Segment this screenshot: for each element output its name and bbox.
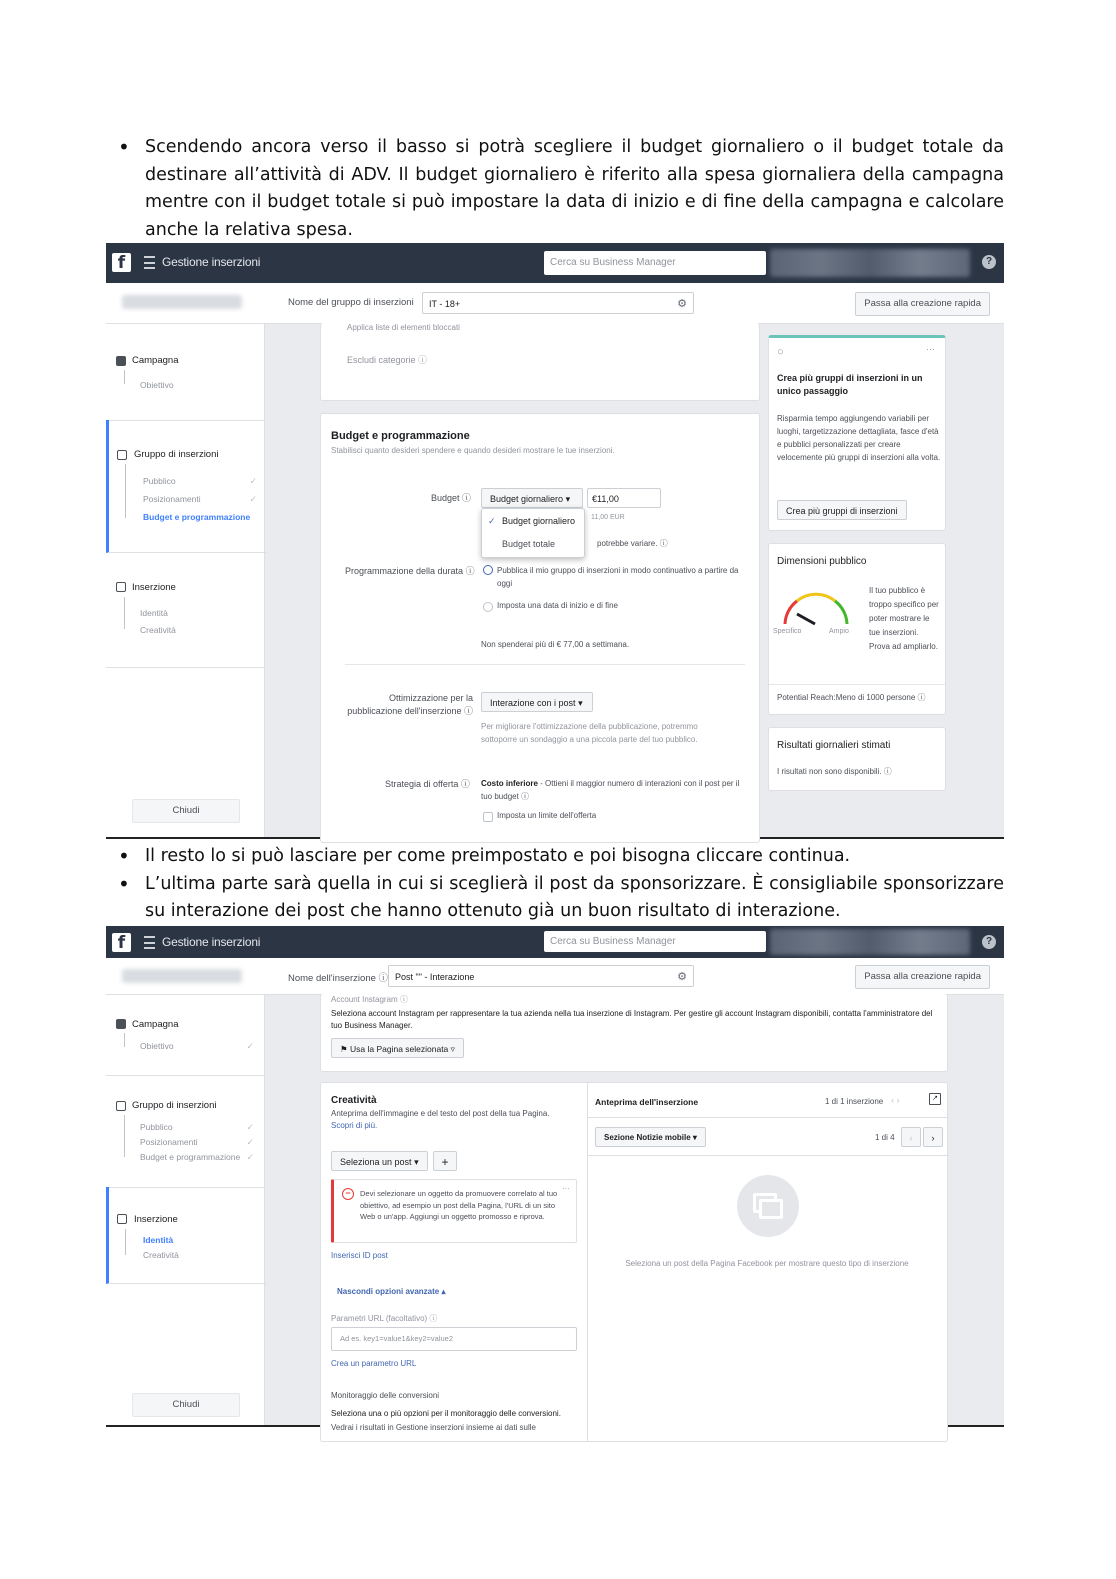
flag-icon: ⚑ <box>340 1044 348 1054</box>
budget-section-title: Budget e programmazione <box>331 430 470 442</box>
screenshot-creative <box>106 926 1004 1432</box>
conversion-tracking-more: Vedrai i risultati in Gestione inserzioni insieme ai dati sulle <box>331 1423 536 1432</box>
audience-gauge-icon <box>777 584 857 634</box>
sidebar-section-campaign[interactable] <box>106 995 264 1076</box>
exclusions-card <box>320 323 760 401</box>
schedule-dates-radio[interactable] <box>483 602 493 612</box>
sidebar-section-ad[interactable] <box>106 552 264 668</box>
blurred-account-area <box>770 929 970 955</box>
sidebar-section-campaign[interactable] <box>106 324 264 421</box>
tree-line <box>125 464 126 518</box>
search-input[interactable]: Cerca su Business Manager <box>544 251 766 275</box>
quick-create-button[interactable]: Passa alla creazione rapida <box>855 292 990 316</box>
optimization-label: Ottimizzazione per la pubblicazione dell'inserzione ⓘ <box>347 693 473 716</box>
adset-grid-icon <box>116 1101 126 1111</box>
menu-item-total-budget[interactable]: Budget totale <box>502 539 556 549</box>
instagram-account-card <box>320 994 948 1072</box>
bid-strategy-label: Strategia di offerta ⓘ <box>385 779 470 789</box>
schedule-label: Programmazione della durata ⓘ <box>345 566 475 576</box>
error-text: Devi selezionare un oggetto da promuovere correlato al tuo obiettivo, ad esempio un post della Pagina, l'URL di un sito Web o un'app. Aggiungi un oggetto promosso e riprova. <box>360 1189 558 1221</box>
adset-name-value: IT - 18+ <box>429 299 461 309</box>
url-params-label: Parametri URL (facoltativo) ⓘ <box>331 1314 438 1323</box>
hide-advanced-options-link[interactable]: Nascondi opzioni avanzate ▴ <box>337 1287 446 1296</box>
sidebar-item-audience[interactable]: Pubblico <box>140 1122 173 1132</box>
ad-count: 1 di 1 inserzione <box>825 1097 884 1106</box>
facebook-logo-icon[interactable]: f <box>112 253 131 272</box>
bullet-item: • Scendendo ancora verso il basso si potrà scegliere il budget giornaliero o il budget totale da destinare all’attività di ADV. Il budget giornaliero è riferito alla spesa giornaliera della campagna mentre con il budget totale si può impostare la data di inizio e di fine della campagna e calcolare anche la relativa spesa. <box>118 134 1004 244</box>
bid-strategy-text: Costo inferiore - Ottieni il maggior numero di interazioni con il post per il tuo budget ⓘ <box>481 779 740 801</box>
sidebar-item-audience[interactable]: Pubblico <box>143 476 176 486</box>
lightbulb-icon: ○ <box>777 346 784 358</box>
sidebar-section-adset[interactable] <box>106 420 267 553</box>
chevron-left-right-icon[interactable]: ‹ › <box>891 1095 900 1105</box>
daily-results-title: Risultati giornalieri stimati <box>777 740 891 751</box>
schedule-continuous-radio[interactable] <box>483 565 493 575</box>
close-button[interactable]: Chiudi <box>132 1393 240 1417</box>
ad-name-input[interactable] <box>388 965 694 987</box>
tip-title: Crea più gruppi di inserzioni in un unico passaggio <box>777 373 923 396</box>
check-icon: ✓ <box>246 1041 254 1051</box>
bid-limit-checkbox[interactable] <box>483 812 493 822</box>
ad-name-label: Nome dell'inserzione ⓘ <box>288 973 389 984</box>
help-icon[interactable]: ? <box>982 255 996 269</box>
more-icon[interactable]: ··· <box>562 1184 570 1193</box>
ad-name-value: Post "" - Interazione <box>395 972 475 982</box>
conversion-tracking-title: Monitoraggio delle conversioni <box>331 1391 440 1400</box>
optimization-dropdown[interactable]: Interazione con i post ▾ <box>481 692 593 712</box>
blurred-account-area <box>770 249 970 277</box>
check-icon: ✓ <box>249 494 257 504</box>
check-icon: ✓ <box>246 1152 254 1162</box>
close-button[interactable]: Chiudi <box>132 799 240 823</box>
tree-line <box>124 597 125 629</box>
page-count: 1 di 4 <box>875 1133 895 1142</box>
insert-post-id-link[interactable]: Inserisci ID post <box>331 1251 388 1260</box>
screenshot-budget <box>106 243 1004 839</box>
create-url-param-link[interactable]: Crea un parametro URL <box>331 1359 417 1368</box>
optimization-desc: Per migliorare l'ottimizzazione della pubblicazione, potremmo sottoporre un sondaggio a una piccola parte del tuo pubblico. <box>481 722 698 744</box>
creative-title: Creatività <box>331 1095 377 1106</box>
weekly-spend-note: Non spenderai più di € 77,00 a settimana. <box>481 640 630 649</box>
divider <box>587 1155 947 1156</box>
budget-card <box>320 413 760 843</box>
sidebar-item-identity[interactable]: Identità <box>140 608 168 618</box>
sidebar-item-creative[interactable]: Creatività <box>143 1250 179 1260</box>
budget-type-dropdown[interactable]: Budget giornaliero ▾ <box>481 488 583 508</box>
conversion-tracking-text: Seleziona una o più opzioni per il monitoraggio delle conversioni. <box>331 1409 561 1418</box>
divider <box>587 1117 947 1118</box>
create-multiple-adsets-button[interactable]: Crea più gruppi di inserzioni <box>777 500 907 520</box>
blocked-lists-label: Applica liste di elementi bloccati <box>347 323 460 332</box>
daily-results-card <box>768 727 946 791</box>
app-title: Gestione inserzioni <box>162 935 261 949</box>
instagram-account-label: Account Instagram ⓘ <box>331 995 408 1004</box>
tip-text: Risparmia tempo aggiungendo variabili per luoghi, targetizzazione dettagliata, fasce d'età e pubblici personalizzati per creare velocemente più gruppi di inserzioni alla volta. <box>777 414 941 462</box>
editor-header <box>106 958 1004 995</box>
divider <box>345 664 745 665</box>
help-icon[interactable]: ? <box>982 935 996 949</box>
facebook-logo-icon[interactable]: f <box>112 933 131 952</box>
divider <box>587 1083 588 1441</box>
check-icon: ✓ <box>246 1122 254 1132</box>
multiple-adsets-tip <box>768 335 946 531</box>
sidebar-item-ad[interactable]: Inserzione <box>134 1214 178 1225</box>
top-navbar <box>106 243 1004 283</box>
schedule-dates-label: Imposta una data di inizio e di fine <box>497 601 618 610</box>
gear-icon[interactable]: ⚙ <box>677 298 687 310</box>
doc-paragraph-1 <box>118 134 1004 244</box>
spend-variation-note: potrebbe variare. ⓘ <box>597 539 668 548</box>
budget-currency-note: 11,00 EUR <box>591 514 625 521</box>
select-post-dropdown[interactable]: Seleziona un post ▾ <box>331 1151 428 1171</box>
sidebar-item-creative[interactable]: Creatività <box>140 625 176 635</box>
budget-type-menu <box>481 508 585 558</box>
sidebar-item-placements[interactable]: Posizionamenti <box>140 1137 198 1147</box>
chevron-left-icon[interactable]: ‹ <box>901 1127 921 1147</box>
bullet-item: • L’ultima parte sarà quella in cui si sceglierà il post da sponsorizzare. È consigliabile sponsorizzare su interazione dei post che hanno ottenuto già un buon risultato di interazione. <box>118 871 1004 926</box>
hamburger-menu-icon[interactable] <box>144 936 155 949</box>
adset-grid-icon <box>117 450 127 460</box>
sidebar-item-identity[interactable]: Identità <box>143 1235 174 1245</box>
sidebar-item-campaign[interactable]: Campagna <box>132 1019 179 1030</box>
preview-empty-message: Seleziona un post della Pagina Facebook per mostrare questo tipo di inserzione <box>625 1259 909 1268</box>
gauge-broad-label: Ampio <box>829 628 849 635</box>
search-input[interactable]: Cerca su Business Manager <box>544 931 766 952</box>
ad-preview-title: Anteprima dell'inserzione <box>595 1097 699 1107</box>
exclude-categories-link[interactable]: Escludi categorie ⓘ <box>347 355 428 365</box>
schedule-continuous-label: Pubblica il mio gruppo di inserzioni in modo continuativo a partire da oggi <box>497 566 739 588</box>
bullet-item: • Il resto lo si può lasciare per come preimpostato e poi bisogna cliccare continua. <box>118 843 1004 871</box>
sidebar-item-placements[interactable]: Posizionamenti <box>143 494 201 504</box>
campaign-icon <box>116 356 126 366</box>
error-box <box>331 1179 577 1243</box>
error-icon: − <box>342 1188 354 1200</box>
placement-dropdown[interactable]: Sezione Notizie mobile ▾ <box>595 1127 706 1147</box>
ad-icon <box>117 1214 127 1224</box>
tree-line <box>124 1115 125 1157</box>
post-placeholder-icon <box>737 1175 799 1237</box>
gauge-specific-label: Specifico <box>773 628 802 635</box>
sidebar-item-campaign[interactable]: Campagna <box>132 355 179 366</box>
creative-desc: Anteprima dell'immagine e del testo del post della tua Pagina. <box>331 1109 550 1118</box>
doc-paragraph-2 <box>118 843 1004 926</box>
daily-results-text: I risultati non sono disponibili. ⓘ <box>777 767 892 776</box>
blurred-account-name <box>122 295 242 309</box>
use-page-button[interactable]: ⚑ Usa la Pagina selezionata ▿ <box>331 1038 464 1058</box>
editor-sidebar <box>106 995 265 1425</box>
bid-limit-label: Imposta un limite dell'offerta <box>497 811 597 820</box>
editor-sidebar <box>106 324 265 837</box>
budget-amount-input[interactable]: €11,00 <box>587 488 661 508</box>
sidebar-section-adset[interactable] <box>106 1075 264 1188</box>
potential-reach: Potential Reach:Meno di 1000 persone ⓘ <box>777 693 926 702</box>
check-icon: ✓ <box>246 1137 254 1147</box>
learn-more-link[interactable]: Scopri di più. <box>331 1121 378 1130</box>
sidebar-item-objective[interactable]: Obiettivo <box>140 380 174 390</box>
top-navbar <box>106 926 1004 958</box>
adset-name-label: Nome del gruppo di inserzioni <box>288 297 414 308</box>
budget-label: Budget ⓘ <box>431 493 472 503</box>
menu-item-daily-budget[interactable]: Budget giornaliero <box>502 516 576 526</box>
app-title: Gestione inserzioni <box>162 255 261 269</box>
sidebar-item-ad[interactable]: Inserzione <box>132 582 176 593</box>
audience-size-title: Dimensioni pubblico <box>777 556 867 567</box>
sidebar-item-adset[interactable]: Gruppo di inserzioni <box>134 449 219 460</box>
hamburger-menu-icon[interactable] <box>144 256 155 269</box>
blurred-account-name <box>122 969 242 983</box>
add-icon[interactable]: + <box>433 1151 457 1171</box>
tree-line <box>124 1033 125 1047</box>
external-link-icon[interactable]: ↗ <box>929 1093 941 1105</box>
sidebar-section-ad[interactable] <box>106 1187 267 1284</box>
sidebar-item-budget[interactable]: Budget e programmazione <box>143 512 251 522</box>
sidebar-item-adset[interactable]: Gruppo di inserzioni <box>132 1100 217 1111</box>
gear-icon[interactable]: ⚙ <box>677 971 687 983</box>
divider <box>769 684 945 685</box>
budget-section-desc: Stabilisci quanto desideri spendere e quando desideri mostrare le tue inserzioni. <box>331 446 615 455</box>
sidebar-item-budget[interactable]: Budget e programmazione <box>140 1152 241 1162</box>
more-icon[interactable]: ··· <box>926 344 935 354</box>
instagram-account-text: Seleziona account Instagram per rappresentare la tua azienda nella tua inserzione di Instagram. Per gestire gli account Instagram disponibili, contatta l'amministratore del tuo Business Manager. <box>331 1009 933 1030</box>
ad-icon <box>116 582 126 592</box>
quick-create-button[interactable]: Passa alla creazione rapida <box>855 965 990 989</box>
audience-size-card <box>768 543 946 715</box>
campaign-icon <box>116 1019 126 1029</box>
url-params-input[interactable]: Ad es. key1=value1&key2=value2 <box>331 1327 577 1351</box>
editor-header <box>106 283 1004 324</box>
tree-line <box>124 370 125 384</box>
adset-name-input[interactable] <box>422 292 694 314</box>
check-icon: ✓ <box>488 516 496 526</box>
creative-card <box>320 1082 948 1442</box>
tree-line <box>125 1229 126 1255</box>
audience-warning-text: Il tuo pubblico è troppo specifico per poter mostrare le tue inserzioni. Prova ad ampliarlo. <box>869 586 939 651</box>
sidebar-item-objective[interactable]: Obiettivo <box>140 1041 174 1051</box>
check-icon: ✓ <box>249 476 257 486</box>
chevron-right-icon[interactable]: › <box>923 1127 943 1147</box>
